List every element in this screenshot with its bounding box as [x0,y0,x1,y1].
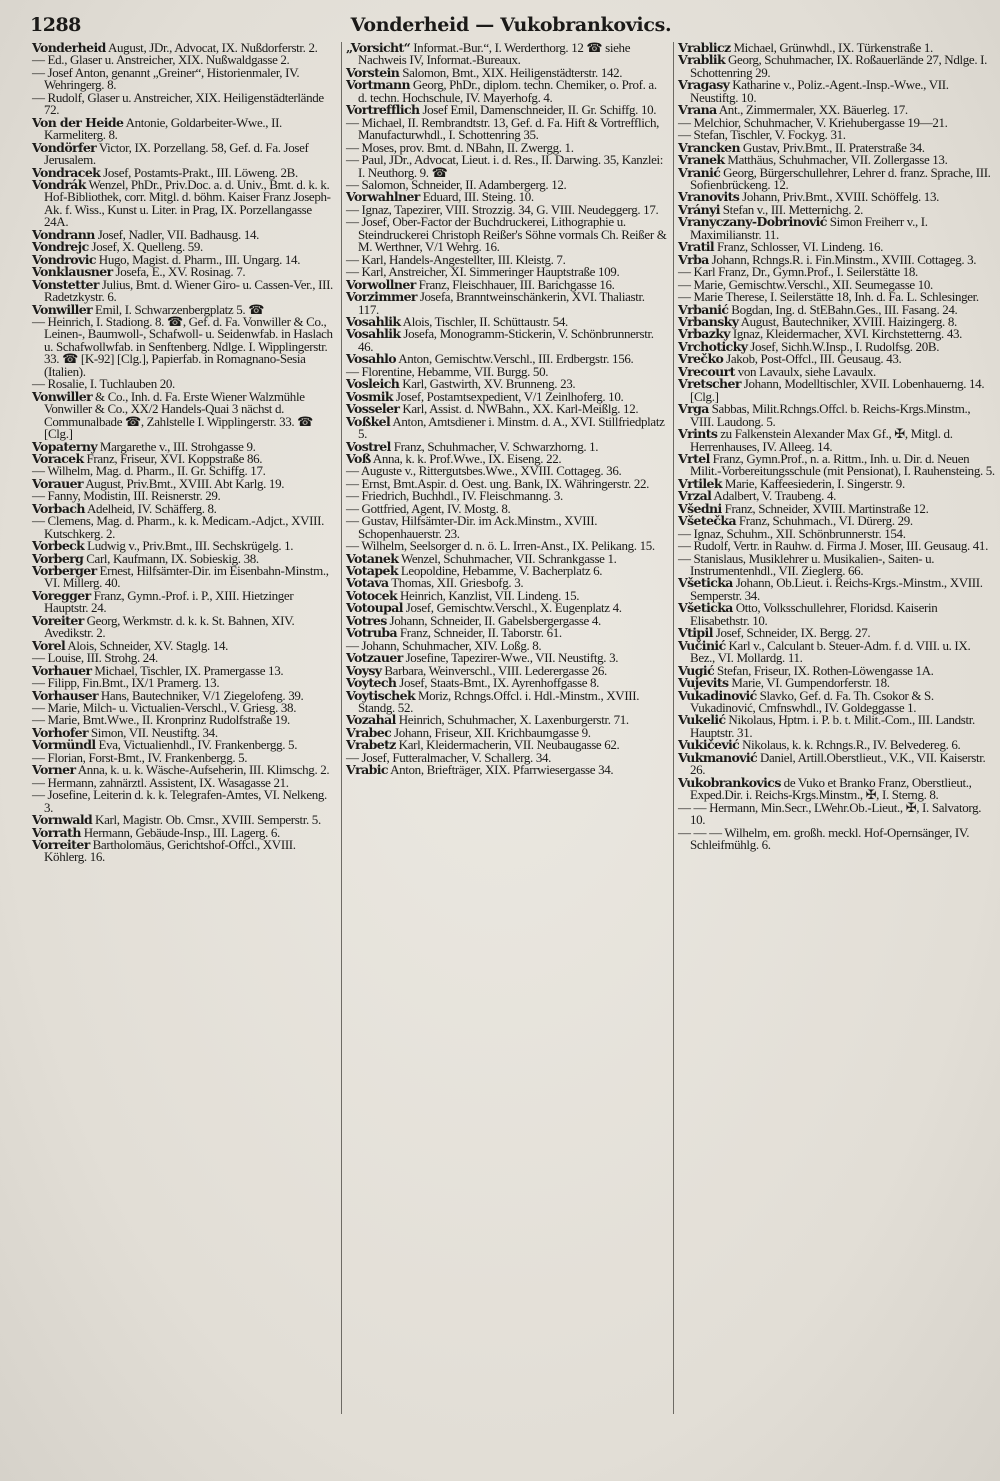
entry-details: Karl, Gastwirth, XV. Brunneng. 23. [402,376,576,392]
entry-details: Leopoldine, Hebamme, V. Bacherplatz 6. [400,563,603,579]
entry-surname: Vrga [678,401,709,417]
entry-details: — Stanislaus, Musiklehrer u. Musikalien-, Saiten- u. Instrumentenhdl., VII. Zieglerg. 66. [678,550,935,579]
entry-surname: Vondrovic [32,251,96,267]
entry-surname: Vondrák [32,176,86,192]
entry-details: Franz, Schlosser, VI. Lindeng. 16. [716,239,884,255]
directory-entry [678,824,996,852]
entry-surname: Vorberger [32,563,97,579]
directory-entry [346,413,668,442]
directory-entry [32,64,338,93]
entry-details: — Josef, Futteralmacher, V. Schallerg. 34. [346,749,552,765]
entry-details: Michael, Grünwhdl., IX. Türkenstraße 1. [733,40,933,55]
entry-details: Johann, Schneider, II. Gabelsbergergasse 4. [389,612,601,628]
entry-details: Wenzel, PhDr., Priv.Doc. a. d. Univ., Bmt. d. k. k. Hof-Bibliothek, corr. Mitgl. d. böhm. Kaiser Franz Joseph-Ak. f. Wiss., Kunst u. Liter. in Prag, IX. Porzellangasse 24A. [44,176,331,230]
directory-entry [678,54,996,79]
entry-surname: Vukadinović [678,687,757,703]
directory-entry [678,714,996,739]
entry-details: — Karl, Anstreicher, XI. Simmeringer Hauptstraße 109. [346,264,620,280]
entry-details: — Clemens, Mag. d. Pharm., k. k. Medicam.-Adjct., XVIII. Kutschkerg. 2. [32,513,324,541]
entry-details: Barbara, Weinverschl., VIII. Lederergasse 26. [384,662,607,678]
entry-details: Franz, Schneider, II. Taborstr. 61. [399,625,562,641]
entry-details: Alois, Schneider, XV. Staglg. 14. [67,637,229,653]
entry-details: Johann, Priv.Bmt., XVIII. Schöffelg. 13. [742,189,940,205]
entry-surname: Vorreiter [32,837,90,852]
entry-surname: Vrablik [678,52,726,68]
entry-details: Simon, VII. Neustiftg. 34. [90,724,218,740]
entry-details: — Wilhelm, Mag. d. Pharm., II. Gr. Schiffg. 17. [32,463,266,479]
directory-entry [32,176,338,230]
entry-details: Josefa, Branntweinschänkerin, XVI. Thaliastr. 117. [358,289,645,317]
entry-details: Margarethe v., III. Strohgasse 9. [99,438,256,454]
entry-surname: Voysy [346,662,382,678]
entry-details: — Wilhelm, Seelsorger d. n. ö. L. Irren-Anst., IX. Pelikang. 15. [346,538,655,554]
entry-details: Victor, IX. Porzellang. 58, Gef. d. Fa. Josef Jerusalem. [44,139,309,168]
entry-details: & Co., Inh. d. Fa. Erste Wiener Walzmühle Vonwiller & Co., XX/2 Handels-Quai 3 nächst d. Communalbade ☎, Zahlstelle I. Wipplingerstr. 33. ☎ [Clg.] [44,388,314,442]
entry-details: Josef, Nadler, VII. Badhausg. 14. [97,226,260,242]
entry-details: Georg, PhDr., diplom. techn. Chemiker, o. Prof. a. d. techn. Hochschule, IV. Mayerhofg. 4. [358,77,657,105]
entry-details: Johann, Modelltischler, XVII. Lobenhauerng. 14. [Clg.] [690,376,985,404]
entry-details: Adelheid, IV. Schäfferg. 8. [87,500,217,516]
entry-details: Josefa, Monogramm-Stickerin, V. Schönbrunnerstr. 46. [358,326,654,354]
entry-details: Josef, Sichh.W.Insp., I. Rudolfsg. 20B. [750,338,940,354]
entry-surname: Vosleich [346,376,400,392]
directory-entry [346,42,668,67]
entry-surname: Vorner [32,762,76,778]
entry-details: Ignaz, Kleidermacher, XVI. Kirchstetterng. 43. [732,326,963,342]
directory-entry [346,114,668,143]
entry-surname: Vujevits [678,675,729,691]
entry-details: Stefan v., III. Metternichg. 2. [722,201,864,217]
directory-entry [32,388,338,442]
directory-entry [346,154,668,179]
entry-details: Informat.-Bur.“, I. Werderthorg. 12 ☎ siehe Nachweis IV, Informat.-Bureaux. [358,40,631,68]
entry-details: — Marie, Gemischtw.Verschl., XII. Seumegasse 10. [678,276,933,292]
directory-entry [346,291,668,316]
entry-details: — Karl, Handels-Angestellter, III. Kleistg. 7. [346,251,566,267]
directory-entry [32,789,338,814]
entry-details: Marie, Kaffeesiederin, I. Singerstr. 9. [724,475,905,491]
entry-surname: Vrtilek [678,475,722,491]
entry-details: Johann, Friseur, XII. Krichbaumgasse 9. [394,724,591,740]
directory-entry [346,515,668,540]
entry-details: Nikolaus, k. k. Rchngs.R., IV. Belvedereg. 6. [742,737,961,753]
entry-details: Heinrich, Kanzlist, VII. Lindeng. 15. [399,587,580,603]
entry-surname: Vrabic [346,762,388,778]
entry-details: Moriz, Rchngs.Offcl. i. Hdl.-Minstm., XVIII. Standg. 52. [358,687,640,716]
entry-surname: Vorstein [346,64,400,80]
directory-entry [678,799,996,828]
entry-details: Matthäus, Schuhmacher, VII. Zollergasse 13. [727,152,948,168]
entry-details: — Rudolf, Vertr. in Rauhw. d. Firma J. Moser, III. Geusaug. 41. [678,538,988,554]
entry-surname: Vorwahlner [346,189,420,205]
entry-details: Karl, Assist. d. NWBahn., XX. Karl-Meißlg. 12. [402,401,639,417]
directory-entry [32,89,338,118]
entry-details: de Vuko et Branko Franz, Oberstlieut., Exped.Dir. i. Reichs-Krgs.Minstm., ✠, I. Sterng. 8. [690,774,972,803]
directory-entry [346,687,668,716]
entry-details: Josefa, E., XV. Rosinag. 7. [115,264,246,280]
page-number: 1288 [30,14,81,36]
directory-entry [678,550,996,579]
directory-entry [678,378,996,403]
entry-surname: Vonstetter [32,276,99,292]
column-divider [341,42,342,1414]
entry-surname: Vragasy [678,77,730,93]
entry-details: Ludwig v., Priv.Bmt., III. Sechskrügelg. 1. [87,538,294,554]
directory-column-3 [678,42,996,851]
entry-details: Eduard, III. Steing. 10. [422,189,534,205]
entry-details: Karl v., Calculant b. Steuer-Adm. f. d. VIII. u. IX. Bez., VI. Mollardg. 11. [690,637,971,666]
entry-details: Heinrich, Schuhmacher, X. Laxenburgerstr. 71. [398,712,629,728]
entry-details: — Florian, Forst-Bmt., IV. Frankenbergg. 5. [32,749,248,765]
entry-details: Franz, Gymn.-Prof. i. P., XIII. Hietzinger Hauptstr. 24. [44,587,294,616]
directory-entry [346,764,668,776]
entry-details: Nikolaus, Hptm. i. P. b. t. Milit.-Com., III. Landstr. Hauptstr. 31. [690,712,975,740]
entry-surname: Vondracek [32,164,101,180]
entry-details: Antonie, Goldarbeiter-Wwe., II. Karmeliterg. 8. [44,114,282,143]
entry-details: — Hermann, zahnärztl. Assistent, IX. Wasagasse 21. [32,774,289,790]
directory-entry [32,612,338,641]
entry-surname: Vorhauer [32,662,92,678]
directory-entry [346,79,668,104]
entry-details: — Ernst, Bmt.Aspir. d. Oest. ung. Bank, IX. Währingerstr. 22. [346,475,650,491]
entry-details: Franz, Friseur, XVI. Koppstraße 86. [86,450,263,466]
entry-surname: Vozahal [346,712,396,728]
entry-details: Stefan, Friseur, IX. Rothen-Löwengasse 1A. [717,662,934,678]
entry-surname: Vosmik [346,388,393,404]
entry-surname: Vortmann [346,77,410,93]
directory-entry [678,403,996,428]
directory-entry [678,79,996,104]
entry-surname: Vranyczany-Dobrinović [678,214,827,230]
entry-details: August, Priv.Bmt., XVIII. Abt Karlg. 19. [85,475,285,491]
entry-surname: Vondrejc [32,239,89,255]
entry-details: — Johann, Schuhmacher, XIV. Loßg. 8. [346,637,542,653]
entry-surname: Voytischek [346,687,416,703]
entry-details: Georg, Werkmstr. d. k. k. St. Bahnen, XIV. Avedikstr. 2. [44,612,295,641]
entry-details: — Salomon, Schneider, II. Adambergerg. 12. [346,176,567,192]
entry-surname: Vtipil [678,625,713,641]
entry-details: — Louise, III. Strohg. 24. [32,650,158,666]
entry-details: — Florentine, Hebamme, VII. Burgg. 50. [346,363,549,379]
entry-details: — Ignaz, Tapezirer, VIII. Strozzig. 34, G. VIII. Neudeggerg. 17. [346,201,659,217]
entry-details: — Gustav, Hilfsämter-Dir. im Ack.Minstm., XVIII. Schopenhauerstr. 23. [346,513,598,541]
entry-surname: Vrchoticky [678,338,748,354]
entry-surname: Vrablicz [678,40,731,55]
entry-details: — Ignaz, Schuhm., XII. Schönbrunnerstr. 154. [678,525,906,541]
directory-entry [32,587,338,616]
entry-surname: Votapek [346,563,398,579]
page-header [30,14,992,36]
entry-surname: Vugić [678,662,715,678]
entry-surname: Vostrel [346,438,391,454]
entry-details: Ant., Zimmermaler, XX. Bäuerleg. 17. [718,102,908,118]
entry-details: — Melchior, Schuhmacher, V. Kriehubergasse 19—21. [678,114,948,130]
entry-details: — Michael, II. Rembrandtstr. 13, Gef. d. Fa. Hift & Vortrefflich, Manufacturwhdl., I. Schottenring 35. [346,114,660,143]
entry-surname: Vorhofer [32,724,89,740]
entry-surname: Vučinić [678,637,726,653]
entry-surname: Voytech [346,675,397,691]
entry-surname: Von der Heide [32,114,124,130]
entry-details: zu Falkenstein Alexander Max Gf., ✠, Mitgl. d. Herrenhauses, IV. Alleeg. 14. [690,426,953,454]
entry-details: — — — Wilhelm, em. großh. meckl. Hof-Opernsänger, IV. Schleifmühlg. 6. [678,824,970,852]
entry-surname: Vukičević [678,737,740,753]
entry-details: Josefine, Tapezirer-Wwe., VII. Neustiftg. 3. [405,650,619,666]
entry-details: Adalbert, V. Traubeng. 4. [713,488,836,504]
entry-surname: Vranek [678,152,725,168]
entry-details: Franz, Schneider, XVIII. Martinstraße 12. [724,500,929,516]
entry-details: — — Hermann, Min.Secr., LWehr.Ob.-Lieut., ✠, I. Salvatorg. 10. [678,799,982,828]
entry-surname: Všeticka [678,575,733,591]
entry-details: Hermann, Gebäude-Insp., III. Lagerg. 6. [83,824,280,840]
entry-surname: Vukmanović [678,749,758,765]
entry-surname: Votruba [346,625,397,641]
directory-entry [678,577,996,602]
entry-details: Michael, Tischler, IX. Pramergasse 13. [94,662,284,678]
entry-details: Bogdan, Ing. d. StEBahn.Ges., III. Fasang. 24. [731,301,958,317]
entry-details: Sabbas, Milit.Rchngs.Offcl. b. Reichs-Krgs.Minstm., VIII. Laudong. 5. [690,401,971,429]
entry-details: — Heinrich, I. Stadiong. 8. ☎, Gef. d. Fa. Vonwiller & Co., Leinen-, Baumwoll-, Schafwoll- u. Seidenwfab. in Haslach u. Schafwollwfab. in Senftenberg. Ndlge. I. Wipplingerstr. 33. ☎ [K-92] [Clg.], Papierfab. in Romagnano-Sesia (Italien). [32,313,333,379]
entry-surname: Vorberg [32,550,84,566]
entry-surname: Vrbansky [678,313,739,329]
entry-details: Karl, Kleidermacherin, VII. Neubaugasse 62. [398,737,620,753]
directory-entry [678,749,996,778]
entry-surname: Vornwald [32,812,93,828]
directory-entry [678,450,996,479]
directory-entry [678,602,996,627]
entry-surname: Vretscher [678,376,741,392]
entry-surname: Voregger [32,587,91,603]
entry-details: Franz, Schuhmacher, V. Schwarzhorng. 1. [393,438,599,454]
entry-details: Emil, I. Schwarzenbergplatz 5. ☎ [95,301,265,317]
directory-entry [678,687,996,716]
entry-details: Carl, Kaufmann, IX. Sobieskig. 38. [86,550,259,566]
entry-details: — Rosalie, I. Tuchlauben 20. [32,376,175,392]
entry-details: — Josefine, Leiterin d. k. k. Telegrafen-Amtes, VI. Nelkeng. 3. [32,787,327,815]
entry-surname: Vukobrankovics [678,774,781,790]
entry-details: — Moses, prov. Bmt. d. NBahn, II. Zwergg. 1. [346,139,574,155]
entry-surname: Vorbeck [32,538,85,554]
entry-surname: Vranić [678,164,721,180]
entry-details: Anton, Gemischtw.Verschl., III. Erdbergstr. 156. [398,351,634,367]
entry-surname: Votoupal [346,600,403,616]
entry-surname: Vopaterny [32,438,97,454]
directory-entry [678,164,996,192]
entry-details: Johann, Ob.Lieut. i. Reichs-Krgs.-Minstm., XVIII. Semperstr. 34. [690,575,983,603]
entry-surname: „Vorsicht“ [346,40,411,55]
entry-details: — Marie, Milch- u. Victualien-Verschl., V. Griesg. 38. [32,700,297,716]
entry-surname: Vorzimmer [346,289,417,305]
entry-surname: Voreiter [32,612,84,628]
entry-surname: Votanek [346,550,399,566]
entry-surname: Vrbazky [678,326,730,342]
directory-entry [678,216,996,241]
entry-details: Josef, Postamts-Prakt., III. Löweng. 2B. [103,164,298,180]
entry-surname: Vukelić [678,712,726,728]
directory-entry [32,515,338,540]
entry-details: Anna, k. u. k. Wäsche-Aufseherin, III. Klimschg. 2. [77,762,330,778]
entry-surname: Vratil [678,239,715,255]
entry-surname: Vonklausner [32,264,113,280]
entry-details: Karl, Magistr. Ob. Cmsr., XVIII. Semperstr. 5. [95,812,321,828]
entry-details: Franz, Schuhmach., VI. Dürerg. 29. [738,513,913,529]
directory-entry [678,774,996,803]
entry-details: Hans, Bautechniker, V/1 Ziegelofeng. 39. [100,687,304,703]
entry-surname: Voracek [32,450,84,466]
entry-surname: Vondörfer [32,139,97,155]
directory-column-1 [32,42,338,864]
entry-surname: Voß [346,450,371,466]
entry-surname: Vrancken [678,139,740,155]
entry-surname: Votres [346,612,387,628]
entry-surname: Vrbanić [678,301,729,317]
entry-surname: Vrečko [678,351,724,367]
entry-surname: Vorwollner [346,276,416,292]
entry-details: — Josef, Ober-Factor der Buchdruckerei, Lithographie u. Steindruckerei Christoph Reißer's Söhne vormals Ch. Reißer & M. Werthner, V/1 Wehrg. 16. [346,214,667,255]
directory-column-2 [346,42,668,777]
entry-details: Bartholomäus, Gerichtshof-Offcl., XVIII. Köhlerg. 16. [44,837,296,865]
entry-surname: Vranovits [678,189,740,205]
entry-surname: Vonderheid [32,40,106,55]
entry-details: Franz, Gymn.Prof., n. a. Rittm., Inh. u. Dir. d. Neuen Milit.-Vorbereitungsschule (mit Pensionat), I. Rauhensteing. 5. [690,450,995,479]
entry-details: — Marie Therese, I. Seilerstätte 18, Inh. d. Fa. L. Schlesinger. [678,289,979,305]
entry-details: Katharine v., Poliz.-Agent.-Insp.-Wwe., VII. Neustiftg. 10. [690,77,949,105]
entry-details: Thomas, XII. Griesbofg. 3. [391,575,524,591]
entry-details: Josef, Gemischtw.Verschl., X. Eugenplatz 4. [405,600,622,616]
entry-details: — Rudolf, Glaser u. Anstreicher, XIX. Heiligenstädterlände 72. [32,89,324,118]
entry-surname: Vormündl [32,737,96,753]
entry-details: Otto, Volksschullehrer, Floridsd. Kaiserin Elisabethstr. 10. [690,600,938,628]
entry-surname: Vrabetz [346,737,396,753]
directory-entry [32,114,338,143]
entry-surname: Vosahlik [346,326,401,342]
entry-surname: Vortrefflich [346,102,420,118]
entry-details: Josef, X. Quelleng. 59. [91,239,203,255]
entry-surname: Vorbach [32,500,85,516]
entry-surname: Všeticka [678,600,733,616]
entry-surname: Votava [346,575,389,591]
entry-details: Franz, Fleischhauer, III. Barichgasse 16. [418,276,615,292]
entry-surname: Vrzal [678,488,712,504]
entry-details: Slavko, Gef. d. Fa. Th. Csokor & S. Vukadinović, Cmfnswhdl., IV. Goldeggasse 1. [690,687,934,716]
directory-entry [678,637,996,666]
entry-details: — Stefan, Tischler, V. Fockyg. 31. [678,127,846,143]
entry-details: — Gottfried, Agent, IV. Mostg. 8. [346,500,511,516]
page-title: Vonderheid — Vukobrankovics. [350,14,672,36]
entry-details: Gustav, Priv.Bmt., II. Praterstraße 34. [742,139,925,155]
directory-entry [346,216,668,253]
entry-surname: Vrba [678,251,709,267]
entry-details: Marie, VI. Gumpendorferstr. 18. [731,675,890,691]
column-divider [673,42,674,1414]
entry-surname: Voßkel [346,413,391,429]
entry-details: — Friedrich, Buchhdl., IV. Fleischmanng. 3. [346,488,563,504]
entry-details: — Josef Anton, genannt „Greiner“, Historienmaler, IV. Wehringerg. 8. [32,64,300,93]
entry-details: Georg, Schuhmacher, IX. Roßauerlände 27, Ndlge. I. Schottenring 29. [690,52,987,80]
entry-details: Josef Emil, Damenschneider, II. Gr. Schiffg. 10. [422,102,657,118]
directory-entry [32,276,338,305]
entry-details: Simon Freiherr v., I. Maximilianstr. 11. [690,214,928,242]
entry-details: Salomon, Bmt., XIX. Heiligenstädterstr. 142. [402,64,623,80]
entry-details: Anna, k. k. Prof.Wwe., IX. Eiseng. 22. [372,450,562,466]
entry-surname: Vrabec [346,724,392,740]
entry-surname: Vosahlik [346,313,401,329]
entry-surname: Vosseler [346,401,400,417]
entry-surname: Všetečka [678,513,736,529]
entry-surname: Vosahlo [346,351,396,367]
entry-details: — Fanny, Modistin, III. Reisnerstr. 29. [32,488,221,504]
entry-details: Hugo, Magist. d. Pharm., III. Ungarg. 14. [98,251,301,267]
entry-details: — Filipp, Fin.Bmt., IX/1 Pramerg. 13. [32,675,220,691]
entry-surname: Vrana [678,102,717,118]
entry-surname: Votzauer [346,650,403,666]
entry-surname: Vorhauser [32,687,98,703]
directory-entry [32,139,338,168]
entry-surname: Vrecourt [678,363,735,379]
entry-surname: Vrints [678,426,718,442]
entry-details: Julius, Bmt. d. Wiener Giro- u. Cassen-Ver., III. Radetzkystr. 6. [44,276,333,305]
entry-surname: Vrtel [678,450,710,466]
entry-details: Georg, Bürgerschullehrer, Lehrer d. franz. Sprache, III. Sofienbrückeng. 12. [690,164,991,192]
entry-surname: Vonwiller [32,301,93,317]
entry-details: Jakob, Post-Offcl., III. Geusaug. 43. [726,351,902,367]
entry-details: Josef, Postamtsexpedient, V/1 Zeinlhoferg. 10. [395,388,624,404]
entry-surname: Vondrann [32,226,95,242]
entry-surname: Vorel [32,637,66,653]
directory-entry [32,313,338,379]
entry-details: Alois, Tischler, II. Schüttaustr. 54. [402,313,568,329]
entry-details: Wenzel, Schuhmacher, VII. Schrankgasse 1. [400,550,617,566]
entry-details: Josef, Staats-Bmt., IX. Ayrenhoffgasse 8. [399,675,600,691]
entry-details: August, Bautechniker, XVIII. Haizingerg. 8. [740,313,957,329]
entry-details: Josef, Schneider, IX. Bergg. 27. [715,625,871,641]
entry-details: August, JDr., Advocat, IX. Nußdorferstr. 2. [107,40,318,55]
entry-details: — Auguste v., Rittergutsbes.Wwe., XVIII. Cottageg. 36. [346,463,622,479]
entry-details: — Marie, Bmt.Wwe., II. Kronprinz Rudolfstraße 19. [32,712,290,728]
entry-surname: Vrányi [678,201,720,217]
entry-details: Anton, Briefträger, XIX. Pfarrwiesergasse 34. [390,762,614,778]
entry-surname: Vonwiller [32,388,93,404]
entry-surname: Vorrath [32,824,81,840]
entry-surname: Všedni [678,500,722,516]
entry-details: — Paul, JDr., Advocat, Lieut. i. d. Res., II. Darwing. 35, Kanzlei: I. Neuthorg. 9. ☎ [346,152,664,180]
entry-details: Johann, Rchngs.R. i. Fin.Minstm., XVIII. Cottageg. 3. [711,251,977,267]
entry-details: Anton, Amtsdiener i. Minstm. d. A., XVI. Stillfriedplatz 5. [358,413,665,442]
entry-details: Daniel, Artill.Oberstlieut., V.K., VII. Kaiserstr. 26. [690,749,986,778]
directory-entry [346,328,668,353]
entry-surname: Votocek [346,587,398,603]
entry-details: — Karl Franz, Dr., Gymn.Prof., I. Seilerstätte 18. [678,264,918,280]
entry-details: — Ed., Glaser u. Anstreicher, XIX. Nußwaldgasse 2. [32,52,290,68]
directory-entry [32,839,338,864]
entry-details: von Lavaulx, siehe Lavaulx. [737,363,876,379]
directory-entry [678,428,996,453]
entry-details: Ernest, Hilfsämter-Dir. im Eisenbahn-Minstm., VI. Millerg. 40. [44,563,329,591]
entry-details: Eva, Victualienhdl., IV. Frankenbergg. 5. [98,737,298,753]
entry-surname: Vorauer [32,475,84,491]
directory-entry [32,565,338,590]
